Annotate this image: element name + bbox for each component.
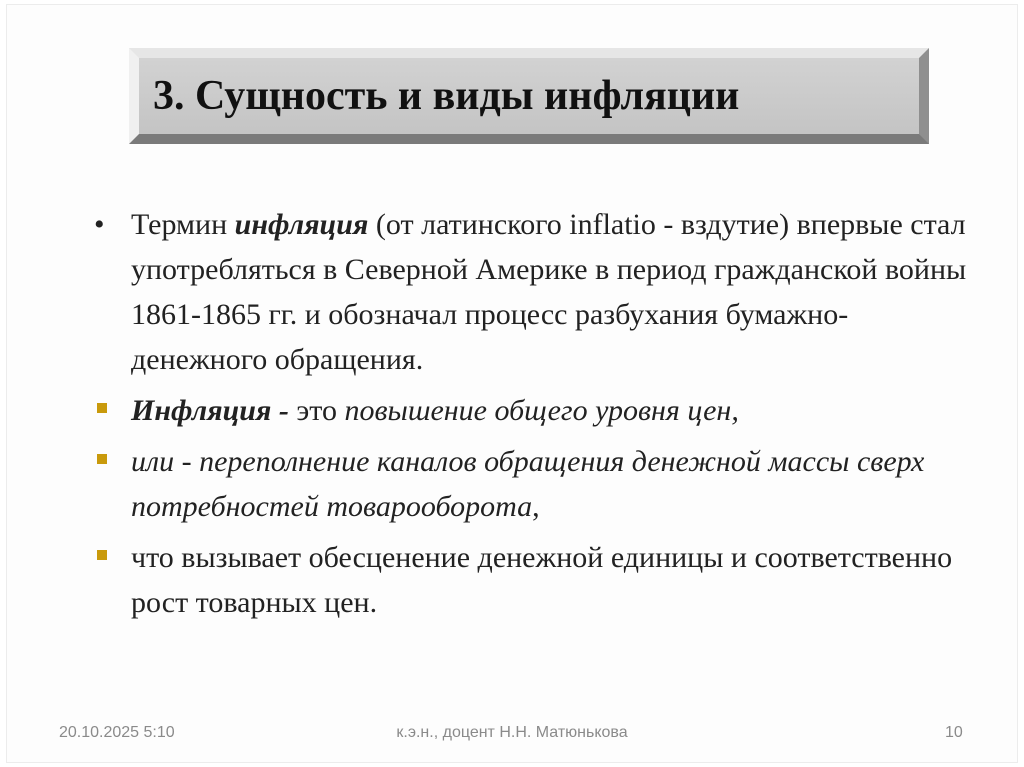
text-fragment: Термин bbox=[131, 208, 235, 241]
title-inner bbox=[139, 58, 919, 134]
square-bullet-icon bbox=[97, 550, 107, 560]
text-fragment: (от латинского inflatio - вздутие) впервые стал употребляться в Северной Америке в период гражданской войны 1861-1865 гг. и обозначал процесс разбухания бумажно-денежного обращения. bbox=[131, 208, 967, 376]
list-item bbox=[88, 388, 968, 433]
term-emphasis: инфляция bbox=[234, 208, 369, 241]
text-fragment: что вызывает обесценение денежной единицы и соответственно рост товарных цен. bbox=[131, 541, 953, 619]
round-bullet-icon: • bbox=[94, 208, 105, 241]
slide-title: 3. Сущность и виды инфляции bbox=[153, 73, 740, 119]
text-fragment: , bbox=[532, 490, 540, 523]
text-fragment: это bbox=[296, 394, 345, 427]
content-list bbox=[88, 202, 968, 631]
term-emphasis: Инфляция - bbox=[131, 394, 297, 427]
footer-date: 20.10.2025 5:10 bbox=[59, 724, 175, 741]
list-item bbox=[88, 202, 968, 382]
list-item bbox=[88, 535, 968, 625]
italic-fragment: повышение общего уровня цен bbox=[344, 394, 732, 427]
square-bullet-icon bbox=[97, 454, 107, 464]
italic-fragment: или - переполнение каналов обращения денежной массы сверх потребностей товарооборота bbox=[131, 445, 925, 523]
text-fragment: , bbox=[731, 394, 739, 427]
square-bullet-icon bbox=[97, 403, 107, 413]
footer-page-number: 10 bbox=[945, 724, 963, 741]
list-item bbox=[88, 439, 968, 529]
title-box bbox=[129, 48, 929, 144]
footer-author: к.э.н., доцент Н.Н. Матюнькова bbox=[396, 724, 628, 741]
